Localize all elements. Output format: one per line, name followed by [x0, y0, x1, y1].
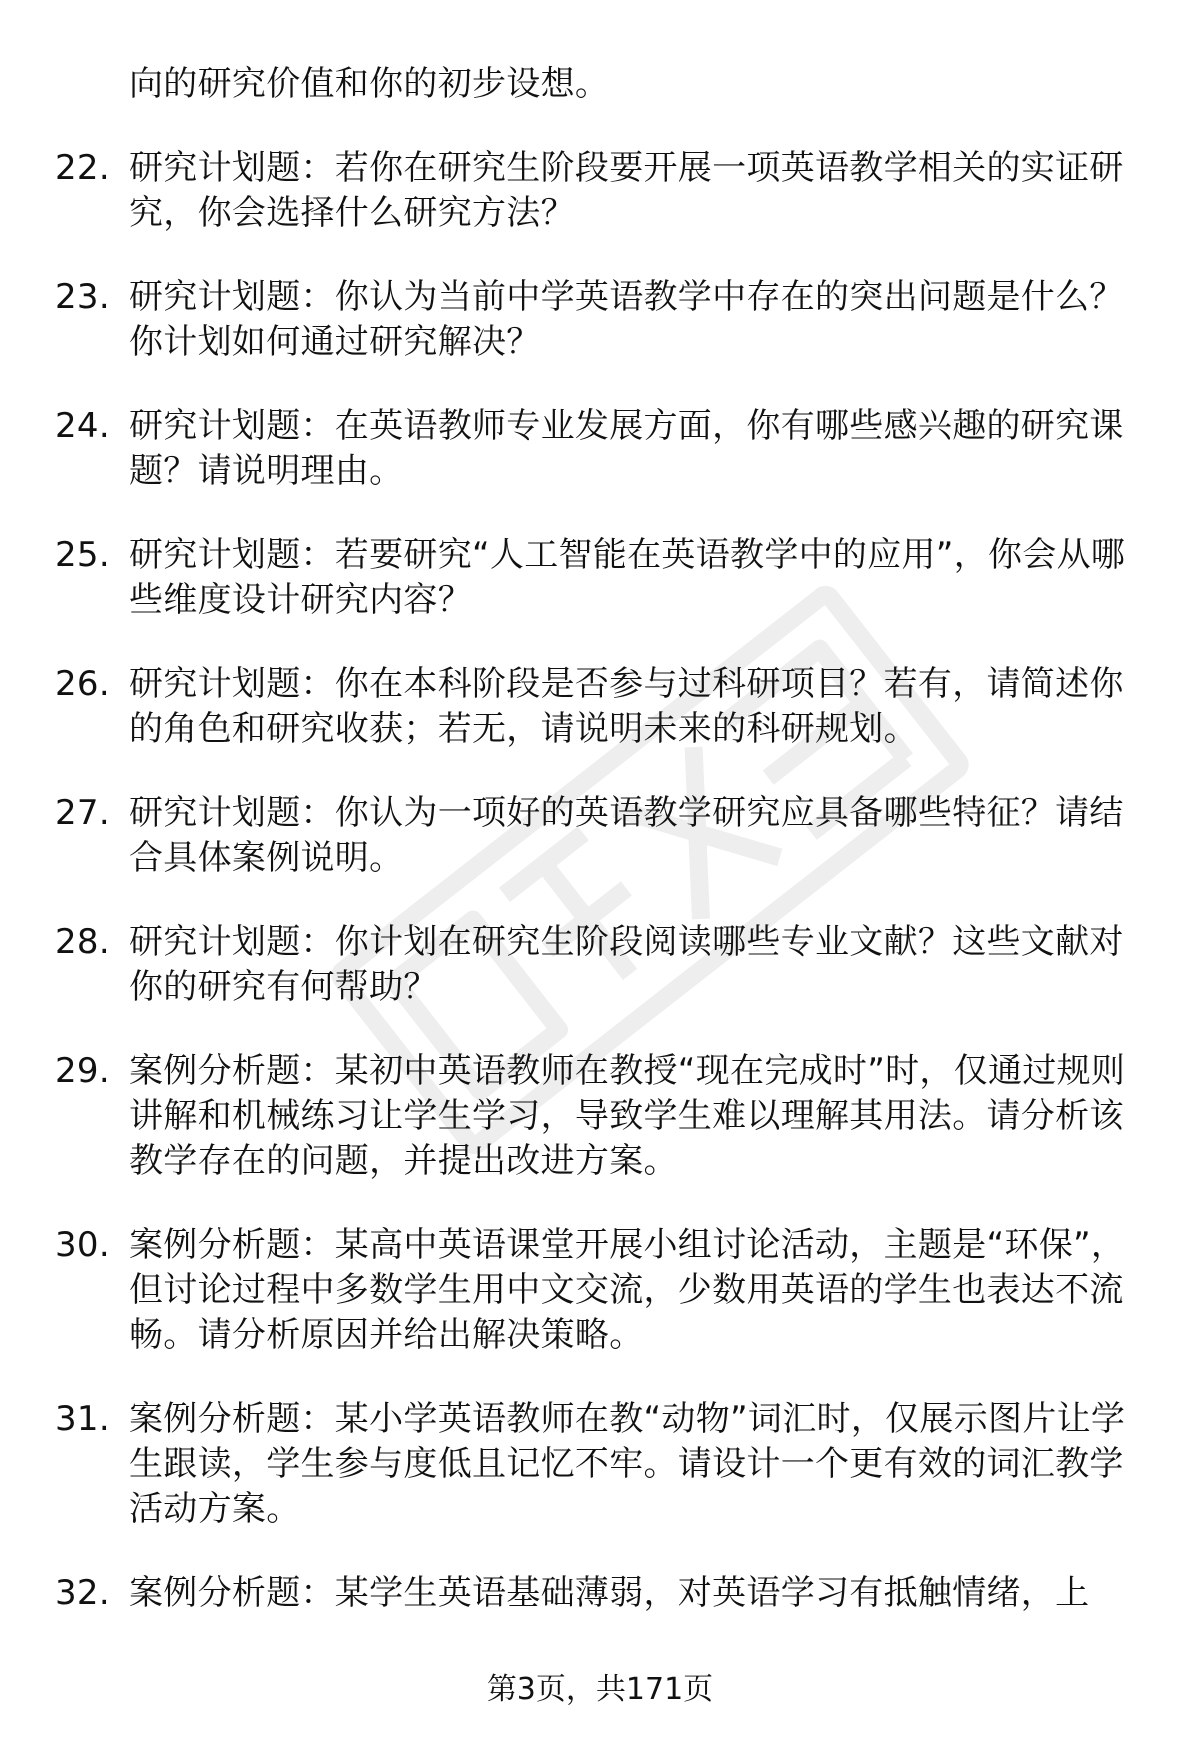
continued-text: 向的研究价值和你的初步设想。 [129, 64, 610, 104]
question-number: 23. [55, 277, 110, 317]
question-text: 案例分析题：某学生英语基础薄弱，对英语学习有抵触情绪，上 [129, 1573, 1090, 1613]
question-number: 26. [55, 664, 110, 704]
question-list [55, 62, 1140, 1655]
page-footer: 第3页，共171页 [486, 1672, 714, 1707]
question-number: 31. [55, 1399, 110, 1439]
question-text: 研究计划题：若要研究“人工智能在英语教学中的应用”，你会从哪些维度设计研究内容？ [129, 535, 1126, 620]
question-number: 29. [55, 1051, 110, 1091]
question-text: 研究计划题：你认为一项好的英语教学研究应具备哪些特征？请结合具体案例说明。 [129, 793, 1124, 878]
question-text: 研究计划题：你认为当前中学英语教学中存在的突出问题是什么？你计划如何通过研究解决？ [129, 277, 1124, 362]
question-item [55, 275, 1140, 365]
question-item [55, 146, 1140, 236]
question-item [55, 404, 1140, 494]
question-item [55, 1049, 1140, 1184]
question-text: 研究计划题：若你在研究生阶段要开展一项英语教学相关的实证研究，你会选择什么研究方法？ [129, 148, 1124, 233]
question-item [55, 920, 1140, 1010]
question-item [55, 662, 1140, 752]
question-number: 28. [55, 922, 110, 962]
question-text: 案例分析题：某小学英语教师在教“动物”词汇时，仅展示图片让学生跟读，学生参与度低且记忆不牢。请设计一个更有效的词汇教学活动方案。 [129, 1399, 1126, 1529]
question-number: 22. [55, 148, 110, 188]
question-number: 25. [55, 535, 110, 575]
question-item [55, 1223, 1140, 1358]
question-number: 24. [55, 406, 110, 446]
question-number: 27. [55, 793, 110, 833]
question-text: 案例分析题：某初中英语教师在教授“现在完成时”时，仅通过规则讲解和机械练习让学生学习，导致学生难以理解其用法。请分析该教学存在的问题，并提出改进方案。 [129, 1051, 1126, 1181]
question-number: 32. [55, 1573, 110, 1613]
question-item [55, 791, 1140, 881]
question-item [55, 533, 1140, 623]
question-text: 研究计划题：你计划在研究生阶段阅读哪些专业文献？这些文献对你的研究有何帮助？ [129, 922, 1124, 1007]
question-text: 研究计划题：你在本科阶段是否参与过科研项目？若有，请简述你的角色和研究收获；若无，请说明未来的科研规划。 [129, 664, 1124, 749]
question-text: 研究计划题：在英语教师专业发展方面，你有哪些感兴趣的研究课题？请说明理由。 [129, 406, 1124, 491]
question-item [55, 1571, 1140, 1616]
question-item [55, 1397, 1140, 1532]
question-number: 30. [55, 1225, 110, 1265]
question-text: 案例分析题：某高中英语课堂开展小组讨论活动，主题是“环保”，但讨论过程中多数学生用中文交流，少数用英语的学生也表达不流畅。请分析原因并给出解决策略。 [129, 1225, 1126, 1355]
